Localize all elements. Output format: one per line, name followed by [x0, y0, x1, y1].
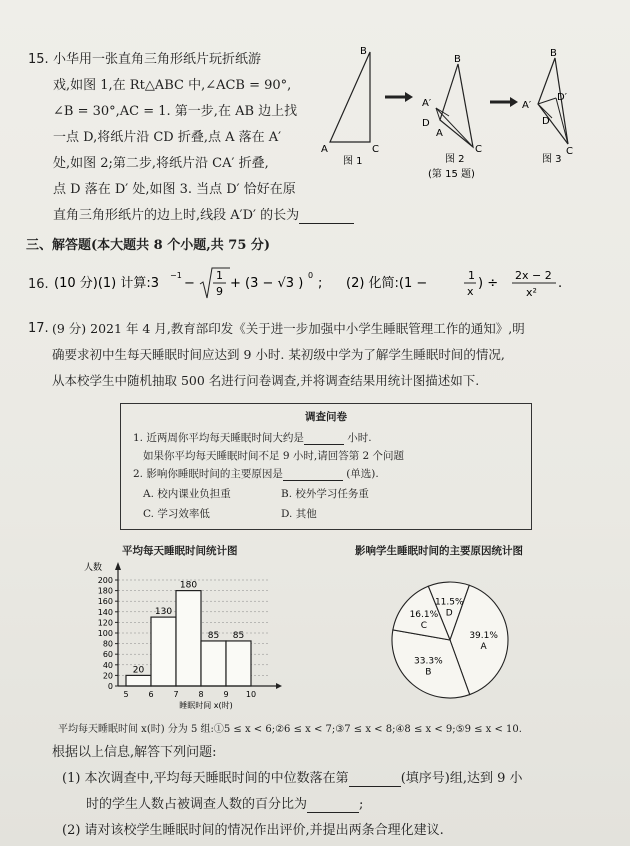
q16-frac2-den: x: [467, 285, 474, 298]
fig1-label-c: C: [372, 144, 379, 155]
bar-y-tick-label: 60: [102, 650, 113, 660]
pie-slice-label: C: [420, 620, 428, 631]
fig2-label-d: D: [422, 118, 430, 129]
fig2-label-c: C: [475, 144, 482, 155]
sub-question-1: (1) 本次调查中,平均每天睡眠时间的中位数落在第 (填序号)组,达到 9 小: [62, 771, 523, 786]
survey-q2: 2. 影响你睡眠时间的主要原因是 (单选).: [133, 468, 379, 480]
q15-line-3: ∠B = 30°,AC = 1. 第一步,在 AB 边上找: [53, 104, 298, 119]
q16-part2-mid: ) ÷: [478, 276, 499, 291]
q16-frac3-den: x²: [526, 286, 537, 299]
q16-frac3-num: 2x − 2: [515, 269, 552, 282]
bar-chart: [80, 558, 290, 713]
q16-frac1-den: 9: [216, 285, 223, 298]
bar-value-label: 130: [154, 607, 173, 618]
bar-y-tick-label: 100: [97, 629, 113, 638]
q15-line-6: 点 D 落在 D′ 处,如图 3. 当点 D′ 恰好在原: [53, 182, 296, 197]
q17-number: 17.: [28, 321, 49, 336]
pie-slice-percent: 16.1%: [409, 609, 439, 620]
q16-number: 16.: [28, 277, 49, 292]
fig3-label-a1: A′: [522, 100, 532, 111]
survey-title: 调查问卷: [305, 411, 347, 423]
fig3-label-b: B: [550, 48, 557, 59]
bar-value-label: 85: [232, 630, 245, 641]
bar-y-tick-label: 140: [97, 607, 113, 617]
survey-q1: 1. 近两周你平均每天睡眠时间大约是 小时.: [133, 432, 372, 444]
bar-x-tick-label: 6: [148, 690, 154, 699]
q15-line-1: 小华用一张直角三角形纸片玩折纸游: [53, 52, 262, 67]
bar: [126, 675, 151, 686]
bar-chart-title: 平均每天睡眠时间统计图: [122, 545, 238, 557]
q16-part1-prefix: (10 分)(1) 计算:3: [54, 276, 160, 291]
q15-figures: [310, 40, 610, 195]
q16-expression: [50, 262, 610, 306]
fig3-caption: 图 3: [542, 154, 562, 165]
pie-slice-percent: 33.3%: [414, 656, 443, 667]
fig2-label-b: B: [454, 54, 461, 65]
q15-number: 15.: [28, 52, 49, 67]
q16-frac2-num: 1: [468, 269, 475, 282]
survey-option-b[interactable]: B. 校外学习任务重: [281, 488, 369, 500]
survey-q1-note: 如果你平均每天睡眠时间不足 9 小时,请回答第 2 个问题: [143, 450, 405, 462]
arrow-1-head: [405, 92, 413, 102]
survey-q1-blank[interactable]: [304, 444, 344, 445]
bar-y-tick-label: 40: [102, 660, 113, 670]
figure-caption: (第 15 题): [428, 169, 475, 180]
fig1-caption: 图 1: [343, 156, 363, 167]
bar-y-tick-label: 160: [97, 597, 113, 607]
groups-note: 平均每天睡眠时间 x(时) 分为 5 组:①5 ≤ x < 6;②6 ≤ x < 7;③7 ≤ x < 8;④8 ≤ x < 9;⑤9 ≤ x < 10.: [58, 724, 522, 735]
bar-y-tick-label: 200: [97, 576, 113, 585]
fig2-caption: 图 2: [445, 154, 465, 165]
fig2-triangle: [440, 64, 473, 147]
bar-y-tick-label: 180: [97, 586, 113, 596]
answer-intro: 根据以上信息,解答下列问题:: [52, 745, 217, 760]
survey-option-d[interactable]: D. 其他: [281, 508, 317, 520]
pie-chart: [385, 575, 515, 705]
q16-minus: −: [184, 276, 195, 291]
q15-line-5: 处,如图 2;第二步,将纸片沿 CA′ 折叠,: [53, 156, 269, 171]
pie-slice-label: B: [425, 667, 432, 678]
pie-slice-percent: 11.5%: [434, 597, 464, 608]
q17-line-3: 从本校学生中随机抽取 500 名进行问卷调查,并将调查结果用统计图描述如下.: [52, 373, 480, 388]
pie-chart-title: 影响学生睡眠时间的主要原因统计图: [355, 545, 523, 557]
bar: [226, 641, 251, 686]
fig3-label-d: D: [542, 116, 550, 127]
bar-y-label: 人数: [84, 563, 103, 573]
q16-exp-neg1: −1: [170, 271, 182, 280]
q17-line-1: (9 分) 2021 年 4 月,教育部印发《关于进一步加强中小学生睡眠管理工作的通知》,明: [52, 321, 525, 336]
fig1-label-a: A: [321, 144, 328, 155]
fig1-triangle: [330, 52, 370, 142]
bar: [176, 591, 201, 686]
q16-frac1-num: 1: [216, 269, 223, 282]
q15-line-4: 一点 D,将纸片沿 CD 折叠,点 A 落在 A′: [53, 130, 282, 145]
q15-answer-blank[interactable]: [299, 223, 354, 224]
q16-semicolon: ;: [318, 276, 323, 291]
sub-question-1-cont: 时的学生人数占被调查人数的百分比为 ;: [86, 797, 364, 812]
pie-slice-percent: 39.1%: [469, 630, 498, 641]
fig3-label-d1: D′: [557, 92, 567, 103]
bar-y-tick-label: 0: [107, 682, 113, 691]
bar: [201, 641, 226, 686]
sub1-percent-blank[interactable]: [307, 812, 359, 813]
bar-x-tick-label: 8: [198, 690, 204, 699]
fig2-label-a1: A′: [422, 98, 432, 109]
bar-value-label: 20: [132, 665, 145, 676]
survey-option-a[interactable]: A. 校内课业负担重: [143, 488, 231, 500]
q15-line-7: 直角三角形纸片的边上时,线段 A′D′ 的长为: [53, 208, 354, 224]
bar-x-tick-label: 9: [223, 690, 229, 699]
fig2-label-a: A: [436, 128, 443, 139]
bar-x-tick-label: 10: [245, 690, 257, 699]
pie-slice-label: D: [445, 608, 453, 619]
q16-period: .: [558, 276, 563, 291]
bar-x-tick-label: 7: [173, 690, 179, 699]
bar-y-tick-label: 120: [97, 618, 113, 628]
arrow-2-head: [510, 97, 518, 107]
section-3-heading: 三、解答题(本大题共 8 个小题,共 75 分): [26, 238, 271, 253]
q16-part2-prefix: (2) 化简:(1 −: [346, 276, 428, 291]
bar-y-tick-label: 80: [102, 639, 113, 649]
survey-box: [120, 403, 532, 530]
bar-y-tick-label: 20: [102, 671, 113, 681]
bar-x-label: 睡眠时间 x(时): [179, 701, 233, 710]
sub1-group-blank[interactable]: [349, 786, 401, 787]
bar: [151, 617, 176, 686]
q16-exp-zero: 0: [308, 271, 314, 280]
sub-question-2: (2) 请对该校学生睡眠时间的情况作出评价,并提出两条合理化建议.: [62, 823, 444, 838]
q15-line-2: 戏,如图 1,在 Rt△ABC 中,∠ACB = 90°,: [53, 78, 292, 93]
fig1-label-b: B: [360, 46, 367, 57]
bar-x-tick-label: 5: [123, 690, 129, 699]
pie-slice-label: A: [480, 641, 487, 652]
fig3-label-c: C: [566, 146, 573, 157]
survey-option-c[interactable]: C. 学习效率低: [143, 508, 210, 520]
q16-plus-paren: + (3 − √3 ): [230, 276, 304, 291]
q17-line-2: 确要求初中生每天睡眠时间应达到 9 小时. 某初级中学为了解学生睡眠时间的情况,: [52, 347, 505, 362]
survey-q2-blank[interactable]: [283, 480, 343, 481]
bar-value-label: 180: [179, 580, 198, 591]
bar-value-label: 85: [207, 630, 220, 641]
